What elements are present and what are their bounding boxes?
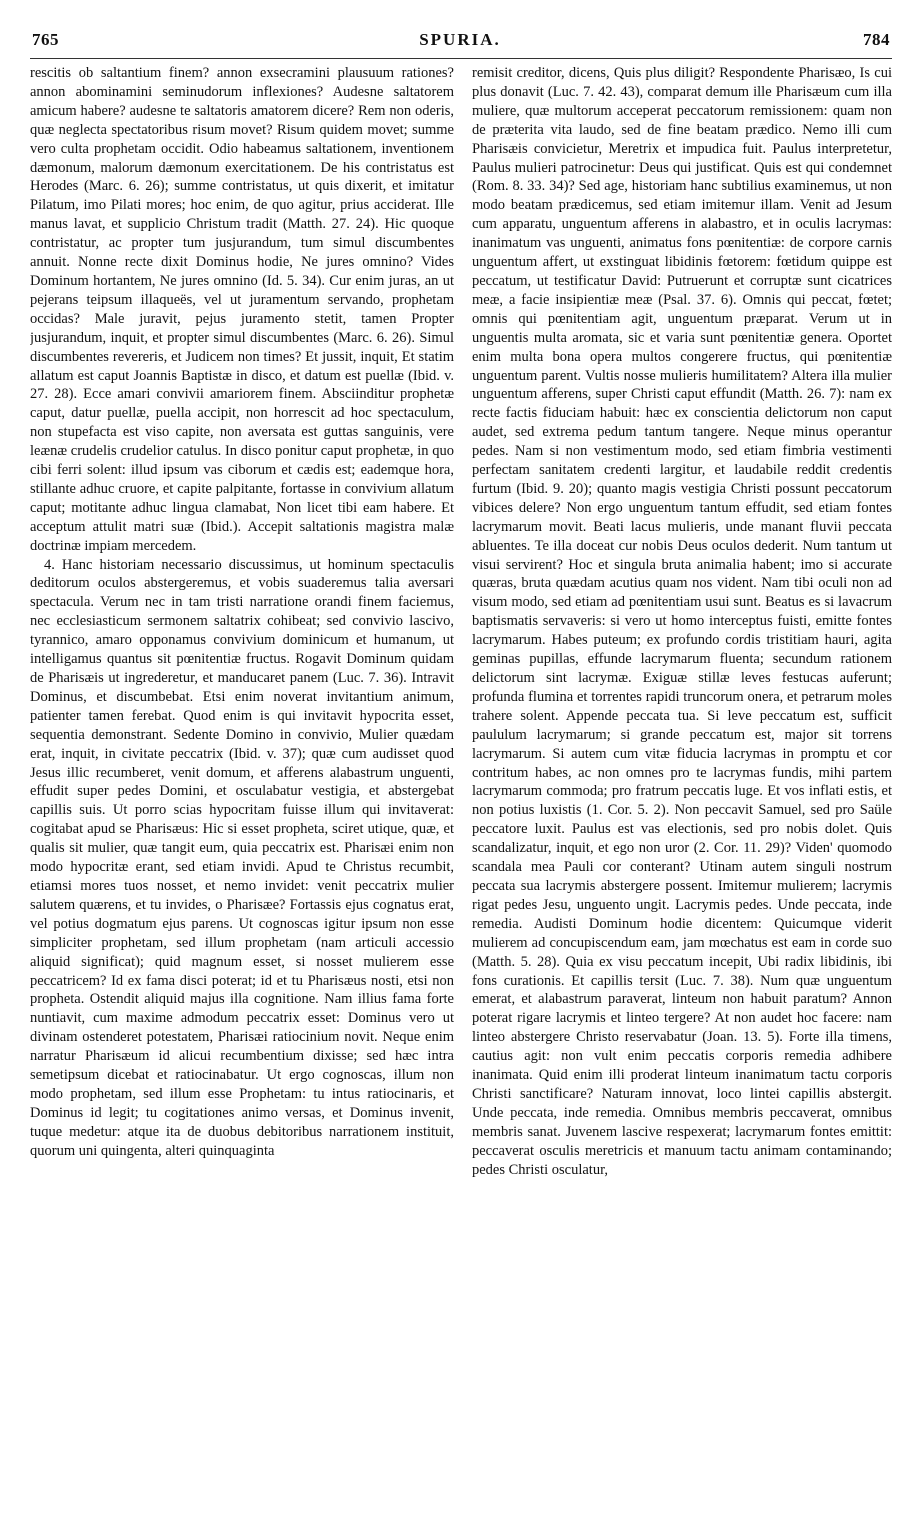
- left-paragraph-1: rescitis ob saltantium finem? annon exsecramini plausuum rationes? annon abominamini seminudorum inflexiones? Audesne saltatorem amicum habere? audesne te saltatoris amatorem dicere? Rem non oderis, quæ neglecta spectatoribus risum movet? Risum quidem movet; summe vero culta prophetam occidit. Odio habeamus saltationem, inventionem dæmonum, malorum dæmonum exercitationem. De his contristatus est Herodes (Marc. 6. 26); summe contristatus, ut quis dixerit, et imitatur Pilatum, imo Pilati mores; hoc enim, de quo agitur, prius acciderat. Ille manus lavat, et supplicio Christum tradit (Matth. 27. 24). Hic quoque contristatur, ac propter tum jusjurandum, tum simul discumbentes annuit. Nonne recte dixit Dominus hodie, Ne jures omnino? Vides Dominum hortantem, Ne jures omnino (Id. 5. 34). Cur enim juras, an ut pejerans teipsum illaqueës, vel ut juramentum servando, prophetam occidas? Male juravit, pejus juramento stetit, tamen Propter jusjurandum, inquit, et propter simul discumbentes (Marc. 6. 26). Simul discumbentes revereris, et Judicem non times? Et jussit, inquit, Et statim allatum est caput Joannis Baptistæ in disco, et datum est puellæ (Ibid. v. 27. 28). Ecce amari convivii amariorem finem. Absciinditur prophetæ caput, datur puellæ, puella accipit, non horrescit ad hoc spectaculum, non stupefacta est viso capite, non aversata est guttas sanguinis, vere leænæ crudelis crudelior catulus. In disco ponitur caput prophetæ, in quo cibi ferri solent: illud ipsum vas ciborum et cædis est; eademque hora, stillante adhuc cruore, et capite palpitante, fortasse in convivium allatum caput; motitante adhuc lingua clamabat, Non licet tibi eam habere. Et acceptum attulit matri suæ (Ibid.). Accepit saltationis magistra malæ doctrinæ impiam mercedem.: [30, 65, 454, 554]
- right-column: [472, 64, 892, 1524]
- page-number-right: 784: [863, 30, 890, 49]
- left-paragraph-2: 4. Hanc historiam necessario discussimus, ut hominum spectaculis deditorum oculos abstergeremus, et vobis suaderemus talia aversari spectacula. Verum nec in tam tristi narratione orandi finem faciemus, nec ecclesiasticum sermonem saltatrix cohibeat; sed convivio lascivo, tyrannico, amaro opponamus convivium dominicum et humanum, ut intelligamus quantus sit pœnitentiæ fructus. Rogavit Dominum quidam de Pharisæis ut ingrederetur, et manducaret panem (Luc. 7. 36). Intravit Dominus, et discumbebat. Etsi enim noverat invitantium animum, patienter tamen ferebat. Quod enim is qui invitavit hypocrita esset, sequentia demonstrant. Sedente Domino in convivio, Mulier quædam erat, inquit, in civitate peccatrix (Ibid. v. 37); quæ cum audisset quod Jesus illic recumberet, venit domum, et afferens alabastrum unguenti, effudit super pedes Domini, et osculabatur vestigia, et abstergebat capillis suis. Ut porro scias hypocritam fuisse illum qui invitaverat: cogitabat apud se Pharisæus: Hic si esset propheta, sciret utique, quæ, et qualis sit mulier, quæ tangit eum, quia peccatrix est. Pharisæi enim non modo hypocritæ erant, sed etiam invidi. Apud te Christus recumbit, etiamsi mores tuos nosset, et nemo invidet: venit peccatrix mulier salutem quærens, et tu invides, o Pharisæe? Fortassis ejus cognatus erat, vel potius dogmatum ejus parens. Ut cognoscas igitur ipsum non esse simpliciter prophetam, sed illum prophetam (nam articuli accessio aliquid significat); quid magnum esset, si nosset mulierem esse peccatricem? Id ex fama disci poterat; id et tu Pharisæus nosti, etsi non propheta. Ostendit aliquid majus illa cognitione. Nam illius fama forte nuntiavit, cum maxime admodum peccatrix esset: Dominus vero ut divinam ostenderet potestatem, Pharisæi ratiocinium novit. Neque enim narratur Pharisæum id alicui recumbentium dixisse; sed hæc intra semetipsum dicebat et ratiocinabatur. Ut ergo cognoscas, illum non modo prophetam, sed illum esse Prophetam: tu intus ratiocinaris, et Dominus id legit; tu cogitationes animo versas, et Dominus invenit, tuque medetur: atque ita de duobus debitoribus narrationem instituit, quorum uni quingenta, alteri quinquaginta: [30, 556, 454, 1159]
- header-rule: [30, 58, 892, 59]
- running-title: SPURIA.: [419, 30, 501, 49]
- page-number-left: 765: [32, 30, 59, 49]
- page-header: [30, 30, 890, 58]
- right-paragraph-1: remisit creditor, dicens, Quis plus diligit? Respondente Pharisæo, Is cui plus donavit (Luc. 7. 42. 43), comparat demum ille Pharisæum cum illa muliere, quæ multorum acceperat peccatorum remissionem: quam non de præterita vita laudo, sed de fine beatam prædico. Nemo illi cum Pharisæis convicietur, Meretrix et impudica fuit. Paulus interpretetur, Paulus mulieri patrocinetur: Deus qui justificat. Quis est qui condemnet (Rom. 8. 33. 34)? Sed age, historiam hanc subtilius examinemus, ut non modo beatam prædicemus, sed etiam imitemur illam. Venit ad Jesum cum apparatu, unguentum afferens in alabastro, et in oculis lacrymas: inanimatum vas unguenti, animatus fons pœnitentiæ: de corpore carnis unguentum affert, ut exstinguat libidinis fœtorem: fœtidum quippe est peccatum, ut testificatur David: Putruerunt et corruptæ sunt cicatrices meæ, a facie insipientiæ meæ (Psal. 37. 6). Omnis qui peccat, fœtet; omnis qui pœnitentiam agit, unguentum præparat. Verum ut in unguentis multa aromata, sic et varia sunt pœnitentiæ genera. Oportet enim multa bona opera multos congerere fructus, qui pœnitentiæ unguentum parent. Vultis nosse mulieris humilitatem? Altera illa mulier unguentum afferens, super Christi caput effundit (Matth. 26. 7): nam ex recte factis fiduciam habuit: hæc ex conscientia delictorum non caput audet, sed extrema pedum tantum tangere. Neque minus operantur pedes. Nam si non vestimentum modo, sed etiam fimbria vestimenti perfectam sanitatem credenti largitur, et laudabile reddit credentis furtum (Ibid. 9. 20); quanto magis vestigia Christi possunt peccatorum vibices delere? Non ergo unguentum tantum effudit, sed etiam fontes lacrymarum movit. Beati lacus mulieris, unde manant fluvii peccata abluentes. Te illa doceat cur nobis Deus oculos dederit. Num tantum ut visui servirent? Hoc et singula bruta animalia habent; imo si accurate quæras, bruta quædam acutius quam nos vident. Nam tibi oculi non ad visum modo, sed etiam ad pœnitentiam usui sunt. Beatus es si lavacrum baptismatis servaveris: si vero ut homo interceptus fuisti, emitte fontes lacrymarum. Habes puteum; ex profundo cordis tristitiam hauri, agita geminas pupillas, effunde lacrymarum fluenta; secundum rationem delictorum sint lacrymæ. Exiguæ stillæ leves festucas auferunt; profunda flumina et torrentes rapidi truncorum onera, et petrarum moles trahere solent. Appende peccata tua. Si leve peccatum est, sufficit paululum lacrymarum; si grande peccatum est, major sit torrens lacrymarum. Si autem cum vitæ fiducia lacrymas in promptu et cor contritum habes, ac non omnes pro te lacrymas fundis, mihi partem lacrymarum commoda; pro fratrum peccatis luge. Et vos inflati estis, et non potius luxistis (1. Cor. 5. 2). Non peccavit Samuel, sed pro Saüle peccatore luxit. Paulus est vas electionis, sed pro nobis dolet. Quis scandalizatur, inquit, et ego non uror (2. Cor. 11. 29)? Viden' quomodo scandala mea Pauli cor conterant? Utinam autem singuli nostrum peccata sua lacrymis abstergere possent. Imitemur mulierem; lacrymis rigat pedes Jesu, unguento ungit. Lacrymis pedes. Unde peccata, inde remedia. Audisti Dominum hodie dicentem: Quicumque viderit mulierem ad concupiscendum eam, jam mœchatus est eam in corde suo (Matth. 5. 28). Quia ex visu peccatum incepit, Ubi radix libidinis, ibi fons curationis. Et capillis tersit (Luc. 7. 38). Num quæ unguentum emerat, et alabastrum paraverat, linteum non habuit paratum? Annon poterat rigare lacrymis et linteo tergere? At non audet hoc facere: nam linteo abstergere Christo reservabatur (Joan. 13. 5). Forte illa timens, cautius agit: non vult enim peccatis corporis remedia adhibere inanimata. Quid enim illi proderat linteum inanimatum tactu corporis Christi sanctificare? Naturam innovat, loco lintei capillis abstergit. Unde peccata, inde remedia. Omnibus membris peccaverat, omnibus membris sanat. Juvenem lascive respexerat; lacrymarum fontes emittit: peccaverat osculis meretricis et manuum tactu animam contaminando; pedes Christi osculatur,: [472, 65, 892, 1178]
- left-column: [30, 64, 454, 1524]
